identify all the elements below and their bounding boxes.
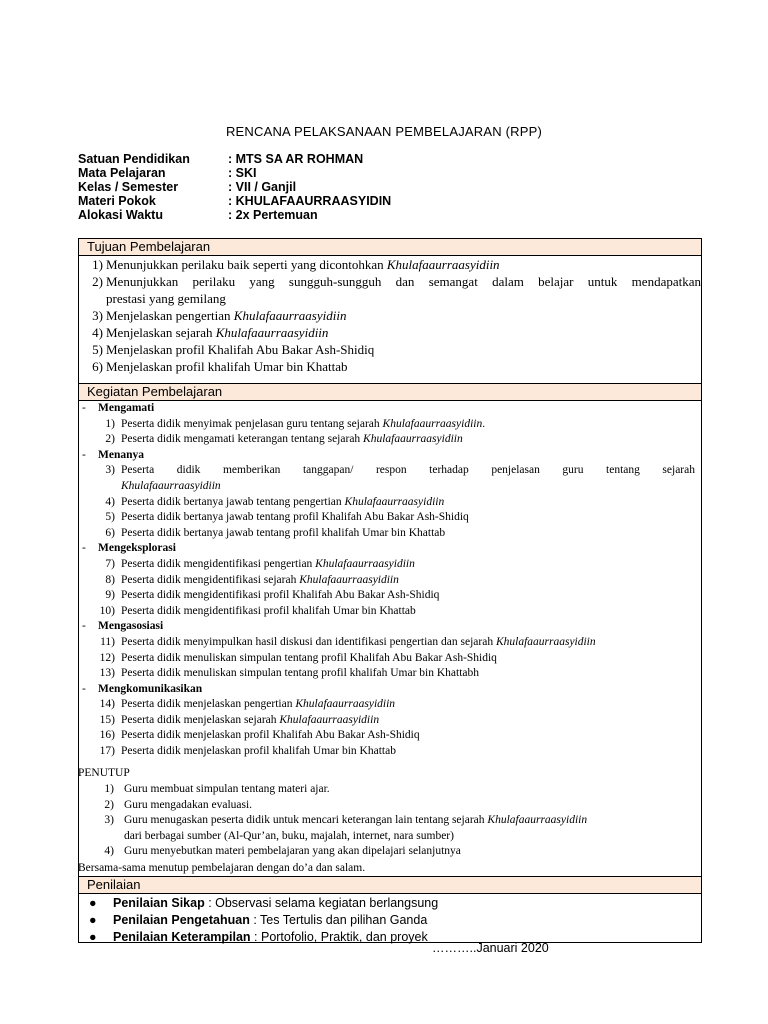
item-number: 6) <box>92 359 103 374</box>
activity-item <box>79 713 701 729</box>
objective-item <box>79 324 701 341</box>
activity-item <box>79 604 701 620</box>
date-line: ………..Januari 2020 <box>432 941 549 955</box>
item-number: 16) <box>99 729 115 742</box>
item-text: Guru membuat simpulan tentang materi ajar. <box>124 783 330 795</box>
activity-item <box>79 463 701 479</box>
item-text: Peserta didik menjelaskan pengertian <box>121 698 296 711</box>
item-text: Peserta didik mengidentifikasi profil Khalifah Abu Bakar Ash-Shidiq <box>121 589 440 602</box>
activity-item <box>79 432 701 448</box>
item-text: Peserta didik menyimpulkan hasil diskusi dan identifikasi pengertian dan sejarah <box>121 635 496 648</box>
item-emphasis: Khulafaaurraasyidiin <box>363 433 463 446</box>
assessment-list <box>79 894 701 946</box>
item-text: Peserta didik mengidentifikasi pengertian <box>121 557 316 570</box>
activity-item <box>79 744 701 760</box>
item-emphasis: Khulafaaurraasyidiin <box>215 325 329 340</box>
activities-list <box>79 401 701 760</box>
section-heading: - Menanya <box>79 448 701 464</box>
item-number: 6) <box>105 526 115 539</box>
identity-value: : SKI <box>228 166 257 180</box>
closing-item <box>78 798 702 814</box>
objective-item <box>79 256 701 273</box>
item-number: 14) <box>99 698 115 711</box>
objectives-list <box>79 256 701 375</box>
item-text: Menunjukkan perilaku yang sungguh-sungguh dan semangat dalam belajar untuk mendapatkan <box>106 274 701 289</box>
bullet-icon: ● <box>89 930 97 944</box>
item-number: 12) <box>99 651 115 664</box>
item-number: 2) <box>105 433 115 446</box>
identity-row <box>78 152 391 166</box>
item-text: Peserta didik mengidentifikasi sejarah <box>121 573 300 586</box>
item-text: Peserta didik menuliskan simpulan tentang profil khalifah Umar bin Khattabh <box>121 667 480 680</box>
objectives-table <box>78 238 702 384</box>
item-number: 2) <box>92 274 103 289</box>
activity-item <box>79 510 701 526</box>
identity-row <box>78 166 391 180</box>
item-text: Menjelaskan profil Khalifah Abu Bakar Ash-Shidiq <box>106 342 375 357</box>
objective-item <box>79 341 701 358</box>
bullet-icon: ● <box>89 896 97 910</box>
item-emphasis: Khulafaaurraasyidiin <box>121 479 221 492</box>
item-number: 11) <box>100 635 115 648</box>
bullet-icon: ● <box>89 913 97 927</box>
activity-item <box>79 697 701 713</box>
identity-value: : 2x Pertemuan <box>228 208 318 222</box>
assessment-label: Penilaian Keterampilan <box>113 930 251 944</box>
identity-row <box>78 194 391 208</box>
document-title: RENCANA PELAKSANAAN PEMBELAJARAN (RPP) <box>225 124 543 139</box>
item-text: Peserta didik menyimak penjelasan guru tentang sejarah <box>121 417 383 430</box>
item-number: 1) <box>105 417 115 430</box>
identity-row <box>78 208 391 222</box>
item-text: . <box>482 417 486 430</box>
identity-label: Mata Pelajaran <box>78 166 166 180</box>
item-number: 4) <box>92 325 103 340</box>
closing-item <box>78 844 702 860</box>
section-heading: - Mengasosiasi <box>79 619 701 635</box>
item-emphasis: Khulafaaurraasyidiin <box>299 573 399 586</box>
activity-item <box>79 573 701 589</box>
item-number: 5) <box>92 342 103 357</box>
section-heading: - Mengamati <box>79 401 701 417</box>
assessment-item <box>79 912 701 929</box>
item-text: Peserta didik bertanya jawab tentang pengertian <box>121 495 345 508</box>
activity-item <box>79 728 701 744</box>
item-text: Menjelaskan profil khalifah Umar bin Khattab <box>106 359 348 374</box>
closing-heading: PENUTUP <box>78 767 130 779</box>
item-emphasis: Khulafaaurraasyidiin <box>233 308 347 323</box>
section-title: Mengamati <box>98 402 155 414</box>
section-heading: - Mengeksplorasi <box>79 541 701 557</box>
item-emphasis: Khulafaaurraasyidiin <box>279 713 380 726</box>
section-heading: - Mengkomunikasikan <box>79 682 701 698</box>
item-text: dari berbagai sumber (Al-Qur’an, buku, majalah, internet, nara sumber) <box>124 829 454 842</box>
assessment-label: Penilaian Sikap <box>113 896 205 910</box>
assessment-text: : Observasi selama kegiatan berlangsung <box>204 896 439 910</box>
item-number: 4) <box>104 845 114 858</box>
identity-label: Kelas / Semester <box>78 180 179 194</box>
item-number: 7) <box>105 557 115 570</box>
item-text: prestasi yang gemilang <box>106 291 226 306</box>
assessment-item <box>79 929 701 946</box>
activity-item <box>79 651 701 667</box>
item-text: Peserta didik bertanya jawab tentang profil khalifah Umar bin Khattab <box>121 526 446 539</box>
item-emphasis: Khulafaaurraasyidiin <box>386 257 500 272</box>
identity-row <box>78 180 391 194</box>
item-number: 13) <box>99 667 115 680</box>
assessment-text: : Tes Tertulis dan pilihan Ganda <box>249 913 428 927</box>
item-number: 3) <box>105 464 115 477</box>
item-number: 17) <box>99 745 115 758</box>
activity-item <box>79 588 701 604</box>
item-text: Peserta didik mengidentifikasi profil khalifah Umar bin Khattab <box>121 604 416 617</box>
identity-label: Materi Pokok <box>78 194 156 208</box>
assessment-table <box>78 876 702 943</box>
assessment-label: Penilaian Pengetahuan <box>113 913 250 927</box>
closing-list <box>78 782 702 860</box>
identity-value: : VII / Ganjil <box>228 180 297 194</box>
item-text: Peserta didik menjelaskan sejarah <box>121 713 280 726</box>
identity-value: : KHULAFAAURRAASYIDIN <box>228 194 392 208</box>
identity-block <box>78 152 391 222</box>
item-emphasis: Khulafaaurraasyidiin <box>487 814 588 827</box>
item-number: 1) <box>104 783 114 795</box>
item-text: Peserta didik memberikan tanggapan/ respon terhadap penjelasan guru tentang sejarah <box>121 464 695 477</box>
section-title: Mengeksplorasi <box>98 542 176 555</box>
identity-value: : MTS SA AR ROHMAN <box>228 152 364 166</box>
activity-item <box>79 557 701 573</box>
assessment-item <box>79 895 701 912</box>
item-text: Menjelaskan pengertian <box>106 308 234 323</box>
identity-label: Satuan Pendidikan <box>78 152 190 166</box>
section-title: Menanya <box>98 448 144 461</box>
item-text: Peserta didik menuliskan simpulan tentang profil Khalifah Abu Bakar Ash-Shidiq <box>121 651 497 664</box>
item-number: 3) <box>92 308 103 323</box>
item-emphasis: Khulafaaurraasyidiin <box>382 417 483 430</box>
item-text: Guru menugaskan peserta didik untuk mencari keterangan lain tentang sejarah <box>124 814 488 827</box>
item-number: 2) <box>104 798 114 811</box>
activity-item <box>79 417 701 433</box>
item-text: Peserta didik menjelaskan profil Khalifah Abu Bakar Ash-Shidiq <box>121 729 420 742</box>
item-emphasis: Khulafaaurraasyidiin <box>295 698 396 711</box>
activity-item-continuation <box>79 479 701 495</box>
item-number: 9) <box>105 589 115 602</box>
activity-item <box>79 635 701 651</box>
item-text: Peserta didik mengamati keterangan tentang sejarah <box>121 433 364 446</box>
activities-heading: Kegiatan Pembelajaran <box>79 384 701 401</box>
item-text: Peserta didik menjelaskan profil khalifah Umar bin Khattab <box>121 745 396 758</box>
objective-item <box>79 358 701 375</box>
section-title: Mengkomunikasikan <box>98 682 203 695</box>
assessment-heading: Penilaian <box>79 877 701 894</box>
objectives-heading: Tujuan Pembelajaran <box>79 239 701 256</box>
item-number: 1) <box>92 257 103 272</box>
objective-item <box>79 273 701 290</box>
closing-item <box>78 813 702 829</box>
activity-item <box>79 526 701 542</box>
item-text: Menunjukkan perilaku baik seperti yang dicontohkan <box>106 257 387 272</box>
closing-item <box>78 782 702 798</box>
closing-item-continuation <box>78 829 702 845</box>
item-number: 4) <box>105 495 115 508</box>
item-number: 10) <box>99 604 115 617</box>
item-number: 3) <box>104 814 114 827</box>
assessment-text: : Portofolio, Praktik, dan proyek <box>250 930 428 944</box>
item-text: Peserta didik bertanya jawab tentang profil Khalifah Abu Bakar Ash-Shidiq <box>121 511 469 524</box>
item-number: 15) <box>99 713 115 726</box>
item-emphasis: Khulafaaurraasyidiin <box>315 557 415 570</box>
item-text: Guru menyebutkan materi pembelajaran yang akan dipelajari selanjutnya <box>124 845 461 858</box>
closing-statement: Bersama-sama menutup pembelajaran dengan do’a dan salam. <box>78 862 366 874</box>
objective-item-continuation <box>79 290 701 307</box>
item-number: 5) <box>105 511 115 524</box>
item-emphasis: Khulafaaurraasyidiin <box>495 635 596 648</box>
item-text: Menjelaskan sejarah <box>106 325 216 340</box>
section-title: Mengasosiasi <box>98 620 164 633</box>
activity-item <box>79 495 701 511</box>
activity-item <box>79 666 701 682</box>
objective-item <box>79 307 701 324</box>
item-emphasis: Khulafaaurraasyidiin <box>344 495 445 508</box>
item-text: Guru mengadakan evaluasi. <box>124 798 253 811</box>
identity-label: Alokasi Waktu <box>78 208 163 222</box>
item-number: 8) <box>105 573 115 586</box>
